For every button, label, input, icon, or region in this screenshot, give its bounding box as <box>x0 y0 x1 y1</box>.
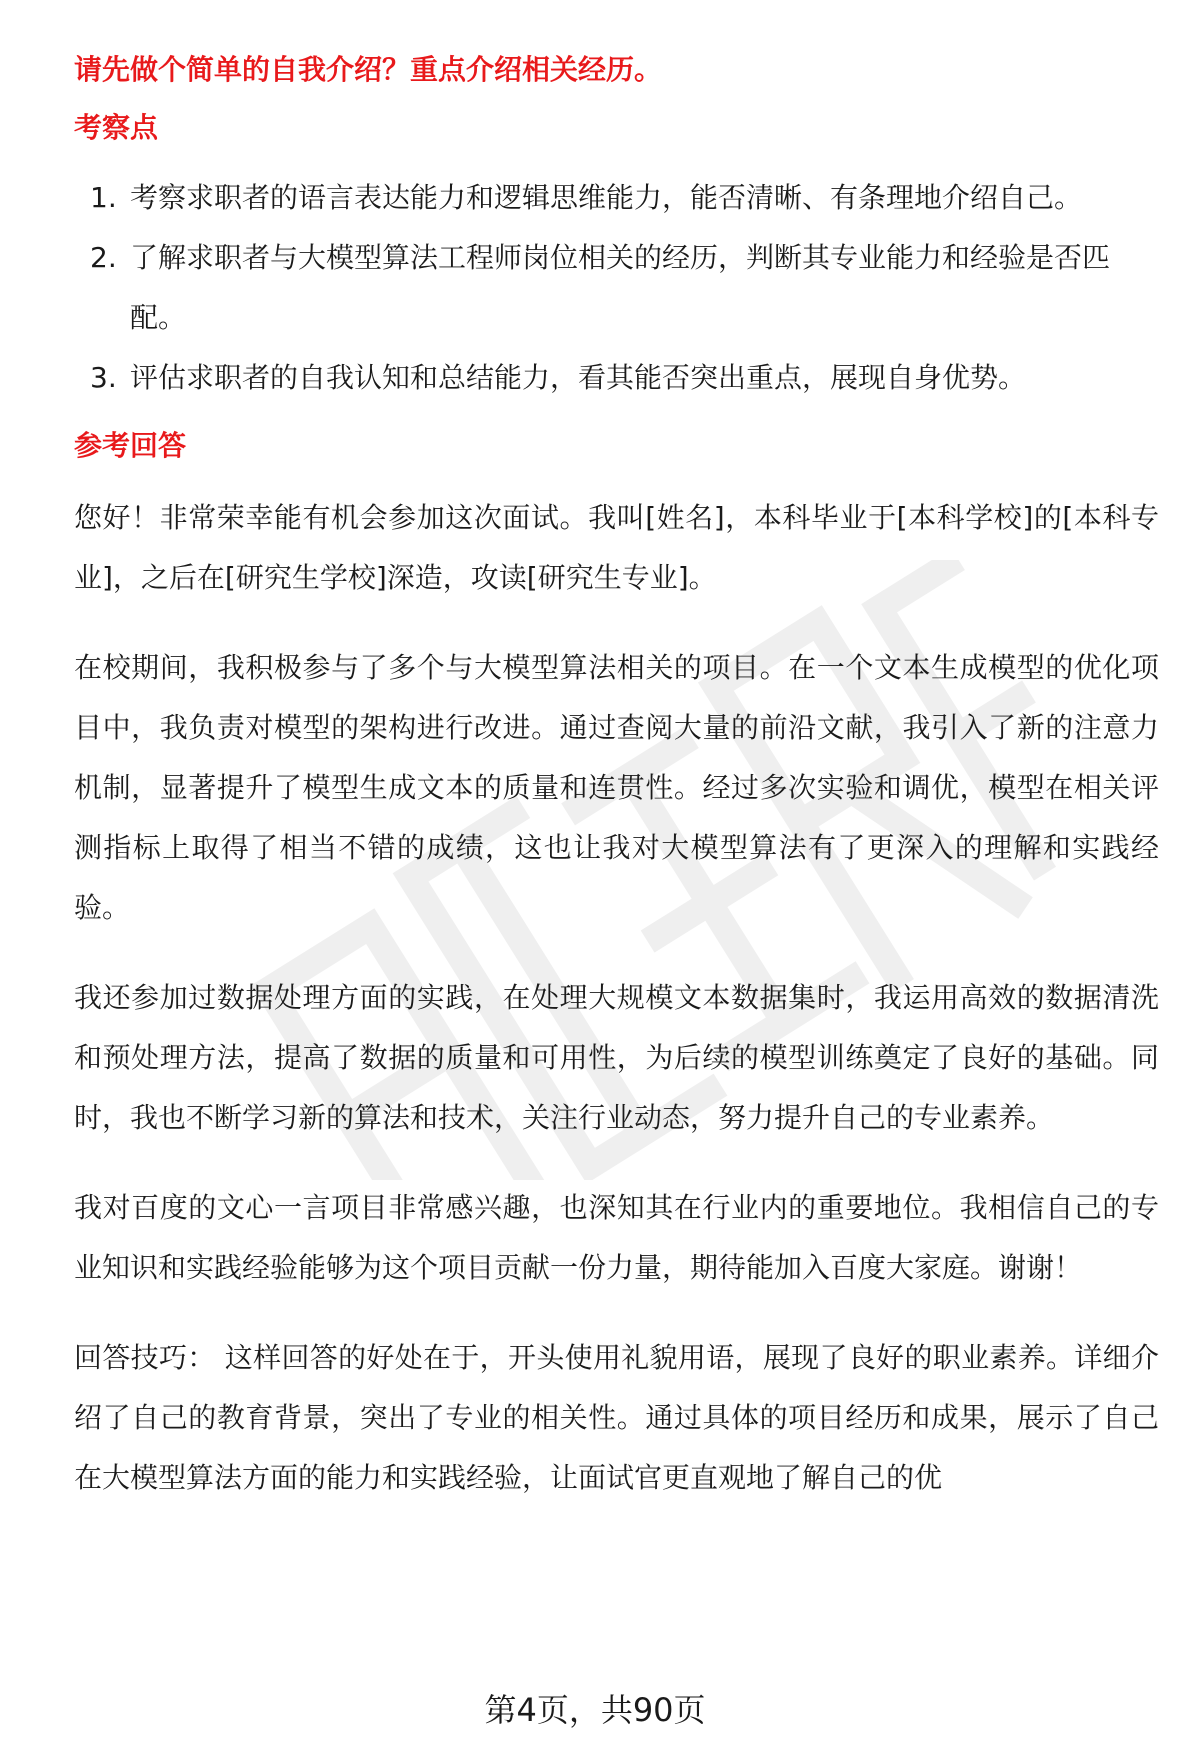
reference-answer-title: 参考回答 <box>74 429 187 462</box>
list-item <box>74 168 1159 228</box>
list-item-text: 考察求职者的语言表达能力和逻辑思维能力，能否清晰、有条理地介绍自己。 <box>130 181 1083 214</box>
list-number: 1. <box>90 181 117 214</box>
list-number: 3. <box>90 361 117 394</box>
answer-tips-paragraph: 回答技巧： 这样回答的好处在于，开头使用礼貌用语，展现了良好的职业素养。详细介绍了自己的教育背景，突出了专业的相关性。通过具体的项目经历和成果，展示了自己在大模型算法方面的能力和实践经验，让面试官更直观地了解自己的优 <box>74 1341 1159 1494</box>
exam-points-list <box>74 168 1159 408</box>
document-page <box>74 50 1159 1538</box>
question-heading: 请先做个简单的自我介绍？重点介绍相关经历。 <box>74 53 663 86</box>
page-number: 第4页，共90页 <box>484 1691 706 1729</box>
list-item-text: 评估求职者的自我认知和总结能力，看其能否突出重点，展现自身优势。 <box>130 361 1027 394</box>
exam-points-title: 考察点 <box>74 111 159 144</box>
list-number: 2. <box>90 241 117 274</box>
list-item <box>74 228 1159 348</box>
answer-paragraph: 在校期间，我积极参与了多个与大模型算法相关的项目。在一个文本生成模型的优化项目中，我负责对模型的架构进行改进。通过查阅大量的前沿文献，我引入了新的注意力机制，显著提升了模型生成文本的质量和连贯性。经过多次实验和调优，模型在相关评测指标上取得了相当不错的成绩，这也让我对大模型算法有了更深入的理解和实践经验。 <box>74 651 1159 924</box>
answer-paragraph: 我还参加过数据处理方面的实践，在处理大规模文本数据集时，我运用高效的数据清洗和预处理方法，提高了数据的质量和可用性，为后续的模型训练奠定了良好的基础。同时，我也不断学习新的算法和技术，关注行业动态，努力提升自己的专业素养。 <box>74 981 1159 1134</box>
answer-paragraph: 我对百度的文心一言项目非常感兴趣，也深知其在行业内的重要地位。我相信自己的专业知识和实践经验能够为这个项目贡献一份力量，期待能加入百度大家庭。谢谢！ <box>74 1191 1159 1284</box>
list-item-text: 了解求职者与大模型算法工程师岗位相关的经历，判断其专业能力和经验是否匹配。 <box>130 241 1111 334</box>
list-item <box>74 348 1159 408</box>
answer-paragraph: 您好！非常荣幸能有机会参加这次面试。我叫[姓名]，本科毕业于[本科学校]的[本科专业]，之后在[研究生学校]深造，攻读[研究生专业]。 <box>74 501 1159 594</box>
